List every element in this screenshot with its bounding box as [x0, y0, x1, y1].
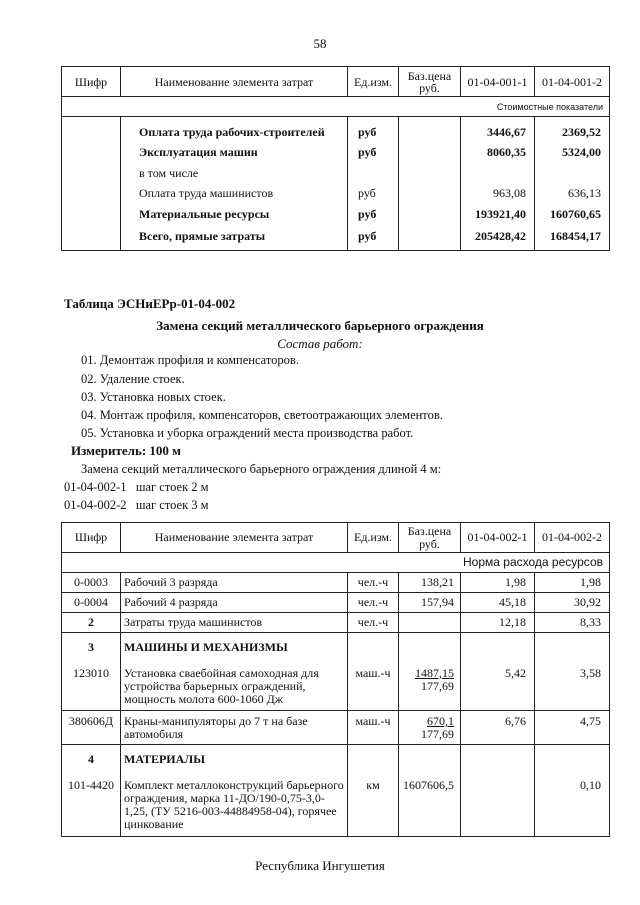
table-subheader-row [62, 553, 610, 573]
row-name: Оплата труда машинистов [121, 184, 348, 205]
row-value-2: 160760,65 [535, 204, 610, 225]
row-code: 2 [62, 613, 121, 633]
price-bottom: 177,69 [421, 678, 454, 693]
table-row [62, 593, 610, 613]
row-value-1 [461, 775, 535, 837]
row-code: 0-0003 [62, 573, 121, 593]
section-heading: МАТЕРИАЛЫ [121, 745, 348, 775]
page-number: 58 [313, 36, 327, 51]
table-header-row [62, 523, 610, 553]
row-value-2: 1,98 [535, 573, 610, 593]
section-heading: МАШИНЫ И МЕХАНИЗМЫ [121, 633, 348, 663]
header-name: Наименование элемента затрат [121, 523, 348, 553]
header-code: Шифр [62, 67, 121, 97]
row-unit: чел.-ч [348, 613, 399, 633]
row-name: Рабочий 4 разряда [121, 593, 348, 613]
table-row [62, 775, 610, 837]
table-row-section [62, 633, 610, 663]
row-price [399, 711, 461, 745]
row-value-1: 205428,42 [461, 225, 535, 251]
row-value-2: 4,75 [535, 711, 610, 745]
subheader-label: Норма расхода ресурсов [62, 553, 610, 573]
header-price: Баз.цена руб. [399, 67, 461, 97]
price-bottom: 177,69 [421, 727, 454, 741]
row-unit: маш.-ч [348, 663, 399, 711]
variant-item: 01-04-002-2 шаг стоек 3 м [64, 498, 209, 512]
row-code: 123010 [62, 663, 121, 711]
table-row [62, 711, 610, 745]
row-code: 4 [62, 745, 121, 775]
row-unit: руб [348, 225, 399, 251]
price-top: 670,1 [427, 714, 454, 728]
table-row [62, 663, 610, 711]
header-code: Шифр [62, 523, 121, 553]
row-name: Затраты труда машинистов [121, 613, 348, 633]
table-subheader-row [62, 97, 610, 117]
row-name: Комплект металлоконструкций барьерного ограждения, марка 11-ДО/190-0,75-3,0-1,25, (ТУ 5216-003-44884958-04), горячее цинкование [121, 775, 348, 837]
row-value-2: 636,13 [535, 184, 610, 205]
table-row [62, 573, 610, 593]
table-row [62, 143, 610, 164]
work-item: 03. Установка новых стоек. [81, 390, 226, 404]
row-name: в том числе [121, 163, 348, 184]
table-row [62, 117, 610, 143]
row-value-1: 3446,67 [461, 117, 535, 143]
work-item: 02. Удаление стоек. [81, 372, 185, 386]
row-value-1 [461, 163, 535, 184]
row-unit: руб [348, 117, 399, 143]
table-row [62, 613, 610, 633]
row-unit: руб [348, 204, 399, 225]
variant-item: 01-04-002-1 шаг стоек 2 м [64, 480, 209, 494]
row-unit: маш.-ч [348, 711, 399, 745]
header-price: Баз.цена руб. [399, 523, 461, 553]
row-value-2: 8,33 [535, 613, 610, 633]
header-col2: 01-04-002-2 [535, 523, 610, 553]
row-value-2: 0,10 [535, 775, 610, 837]
row-price [399, 663, 461, 711]
header-col2: 01-04-001-2 [535, 67, 610, 97]
row-code: 101-4420 [62, 775, 121, 837]
header-unit: Ед.изм. [348, 523, 399, 553]
row-unit: руб [348, 184, 399, 205]
work-item: 04. Монтаж профиля, компенсаторов, светоотражающих элементов. [81, 408, 443, 422]
row-name: Краны-манипуляторы до 7 т на базе автомобиля [121, 711, 348, 745]
row-value-2 [535, 163, 610, 184]
subheader-label: Стоимостные показатели [62, 97, 610, 117]
row-value-2: 168454,17 [535, 225, 610, 251]
header-col1: 01-04-001-1 [461, 67, 535, 97]
resource-norms-table [61, 522, 610, 837]
row-value-1: 12,18 [461, 613, 535, 633]
work-item: 01. Демонтаж профиля и компенсаторов. [81, 353, 299, 367]
row-name: Рабочий 3 разряда [121, 573, 348, 593]
header-col1: 01-04-002-1 [461, 523, 535, 553]
page-footer: Республика Ингушетия [255, 858, 385, 873]
row-name: Материальные ресурсы [121, 204, 348, 225]
row-value-1: 193921,40 [461, 204, 535, 225]
table-row [62, 163, 610, 184]
row-code: 0-0004 [62, 593, 121, 613]
row-value-1: 5,42 [461, 663, 535, 711]
works-subtitle: Состав работ: [277, 336, 363, 351]
cost-indicators-table [61, 66, 610, 251]
row-value-1: 45,18 [461, 593, 535, 613]
row-unit [348, 163, 399, 184]
row-unit: км [348, 775, 399, 837]
row-price [399, 613, 461, 633]
row-name: Установка сваебойная самоходная для устройства барьерных ограждений, мощность молота 600-1060 Дж [121, 663, 348, 711]
row-price: 138,21 [399, 573, 461, 593]
row-price: 157,94 [399, 593, 461, 613]
row-name: Всего, прямые затраты [121, 225, 348, 251]
section-title: Замена секций металлического барьерного ограждения [156, 318, 484, 333]
header-name: Наименование элемента затрат [121, 67, 348, 97]
row-value-1: 963,08 [461, 184, 535, 205]
table-caption: Таблица ЭСНиЕРр-01-04-002 [64, 296, 236, 311]
row-value-1: 1,98 [461, 573, 535, 593]
row-value-1: 6,76 [461, 711, 535, 745]
meter-description: Замена секций металлического барьерного ограждения длиной 4 м: [81, 462, 442, 476]
row-value-1: 8060,35 [461, 143, 535, 164]
table-row [62, 184, 610, 205]
header-unit: Ед.изм. [348, 67, 399, 97]
row-unit: чел.-ч [348, 593, 399, 613]
work-item: 05. Установка и уборка ограждений места производства работ. [81, 426, 414, 440]
price-top: 1487,15 [415, 665, 454, 680]
row-unit: руб [348, 143, 399, 164]
row-value-2: 5324,00 [535, 143, 610, 164]
row-value-2: 2369,52 [535, 117, 610, 143]
row-price: 1607606,5 [399, 775, 461, 837]
row-value-2: 30,92 [535, 593, 610, 613]
row-code: 3 [62, 633, 121, 663]
table-row [62, 204, 610, 225]
row-value-2: 3,58 [535, 663, 610, 711]
meter-label: Измеритель: 100 м [71, 443, 182, 458]
row-name: Оплата труда рабочих-строителей [121, 117, 348, 143]
table-row [62, 225, 610, 251]
table-header-row [62, 67, 610, 97]
table-row-section [62, 745, 610, 775]
row-name: Эксплуатация машин [121, 143, 348, 164]
row-unit: чел.-ч [348, 573, 399, 593]
row-code: 380606Д [62, 711, 121, 745]
